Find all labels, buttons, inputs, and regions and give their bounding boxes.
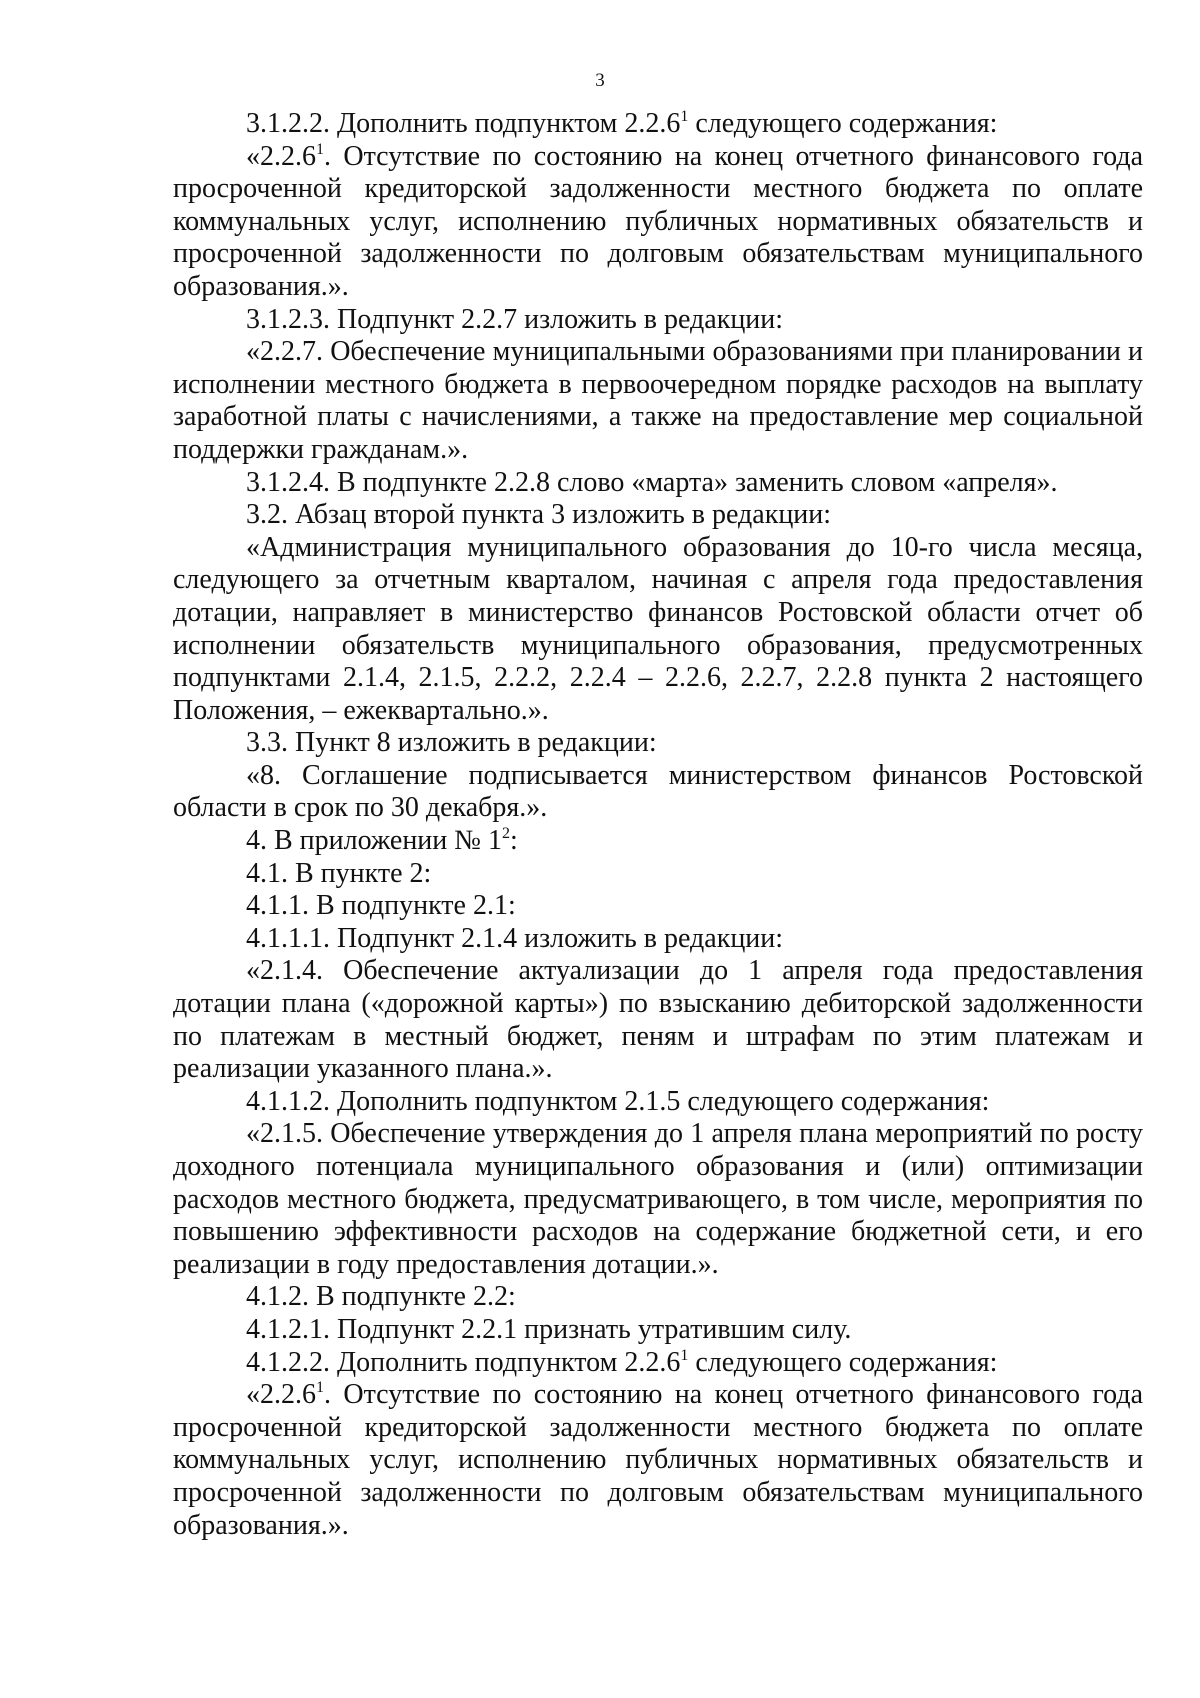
page-number: 3 <box>595 70 605 91</box>
paragraph-text: «Администрация муниципального образования до 10-го числа месяца, следующего за отчетным кварталом, начиная с апреля года предоставления дотации, направляет в министерство финансов Ростовской области отчет об исполнении обязательств муниципального образования, предусмотренных подпунктами 2.1.4, 2.1.5, 2.2.2, 2.2.4 – 2.2.6, 2.2.7, 2.2.8 пункта 2 настоящего Положения, – ежеквартально.». <box>173 531 1143 726</box>
paragraph <box>173 467 1143 500</box>
superscript-index: 1 <box>316 140 324 158</box>
paragraph <box>173 1379 1143 1542</box>
paragraph-text: 4.1.2.1. Подпункт 2.2.1 признать утратившим силу. <box>246 1313 852 1345</box>
paragraph-text: 3.2. Абзац второй пункта 3 изложить в редакции: <box>246 499 832 531</box>
paragraph <box>173 141 1143 304</box>
document-body <box>173 108 1143 1542</box>
paragraph-text: 4.1. В пункте 2: <box>246 857 432 889</box>
paragraph-text: «2.2.6 <box>246 1379 316 1411</box>
paragraph <box>173 890 1143 923</box>
paragraph <box>173 760 1143 825</box>
paragraph-text: «2.2.7. Обеспечение муниципальными образованиями при планировании и исполнении местного бюджета в первоочередном порядке расходов на выплату заработной платы с начислениями, а также на предоставление мер социальной поддержки гражданам.». <box>173 336 1143 465</box>
superscript-index: 2 <box>502 825 510 843</box>
paragraph <box>173 1314 1143 1347</box>
paragraph-text: 3.1.2.3. Подпункт 2.2.7 изложить в редакции: <box>246 303 784 335</box>
paragraph-text-tail: . Отсутствие по состоянию на конец отчетного финансового года просроченной кредиторской задолженности местного бюджета по оплате коммунальных услуг, исполнению публичных нормативных обязательств и просроченной задолженности по долговым обязательствам муниципального образования.». <box>173 140 1143 302</box>
paragraph <box>173 1086 1143 1119</box>
paragraph-text: 4.1.1.1. Подпункт 2.1.4 изложить в редакции: <box>246 922 784 954</box>
paragraph-text-tail: . Отсутствие по состоянию на конец отчетного финансового года просроченной кредиторской задолженности местного бюджета по оплате коммунальных услуг, исполнению публичных нормативных обязательств и просроченной задолженности по долговым обязательствам муниципального образования.». <box>173 1379 1143 1541</box>
paragraph <box>173 336 1143 466</box>
superscript-index: 1 <box>680 108 689 125</box>
paragraph-text: 4.1.1.2. Дополнить подпунктом 2.1.5 следующего содержания: <box>246 1085 990 1117</box>
paragraph-text: 3.1.2.4. В подпункте 2.2.8 слово «марта» заменить словом «апреля». <box>246 466 1058 498</box>
paragraph-text-tail: следующего содержания: <box>688 108 998 139</box>
paragraph-text: 4.1.2.2. Дополнить подпунктом 2.2.6 <box>246 1346 681 1378</box>
paragraph <box>173 1347 1143 1380</box>
paragraph-text: 4.1.2. В подпункте 2.2: <box>246 1281 516 1313</box>
paragraph-text: 4.1.1. В подпункте 2.1: <box>246 890 516 922</box>
superscript-index: 1 <box>316 1379 324 1397</box>
paragraph-text: «8. Соглашение подписывается министерством финансов Ростовской области в срок по 30 декабря.». <box>173 759 1143 824</box>
paragraph-text: «2.2.6 <box>246 140 316 172</box>
superscript-index: 1 <box>680 1346 689 1364</box>
paragraph <box>173 1281 1143 1314</box>
paragraph <box>173 1118 1143 1281</box>
paragraph <box>173 858 1143 891</box>
paragraph <box>173 727 1143 760</box>
paragraph <box>173 532 1143 728</box>
paragraph-text-tail: следующего содержания: <box>688 1346 998 1378</box>
paragraph <box>173 499 1143 532</box>
paragraph-text: 3.3. Пункт 8 изложить в редакции: <box>246 727 657 759</box>
paragraph <box>173 923 1143 956</box>
paragraph-text: 3.1.2.2. Дополнить подпунктом 2.2.6 <box>246 108 681 139</box>
paragraph <box>173 825 1143 858</box>
paragraph-text: 4. В приложении № 1 <box>246 825 502 857</box>
paragraph-text: «2.1.4. Обеспечение актуализации до 1 апреля года предоставления дотации плана («дорожной карты») по взысканию дебиторской задолженности по платежам в местный бюджет, пеням и штрафам по этим платежам и реализации указанного плана.». <box>173 955 1143 1085</box>
paragraph <box>173 108 1143 141</box>
paragraph <box>173 304 1143 337</box>
paragraph-text: «2.1.5. Обеспечение утверждения до 1 апреля плана мероприятий по росту доходного потенциала муниципального образования и (или) оптимизации расходов местного бюджета, предусматривающего, в том числе, мероприятия по повышению эффективности расходов на содержание бюджетной сети, и его реализации в году предоставления дотации.». <box>173 1118 1143 1280</box>
paragraph-text-tail: : <box>510 825 518 857</box>
paragraph <box>173 955 1143 1085</box>
